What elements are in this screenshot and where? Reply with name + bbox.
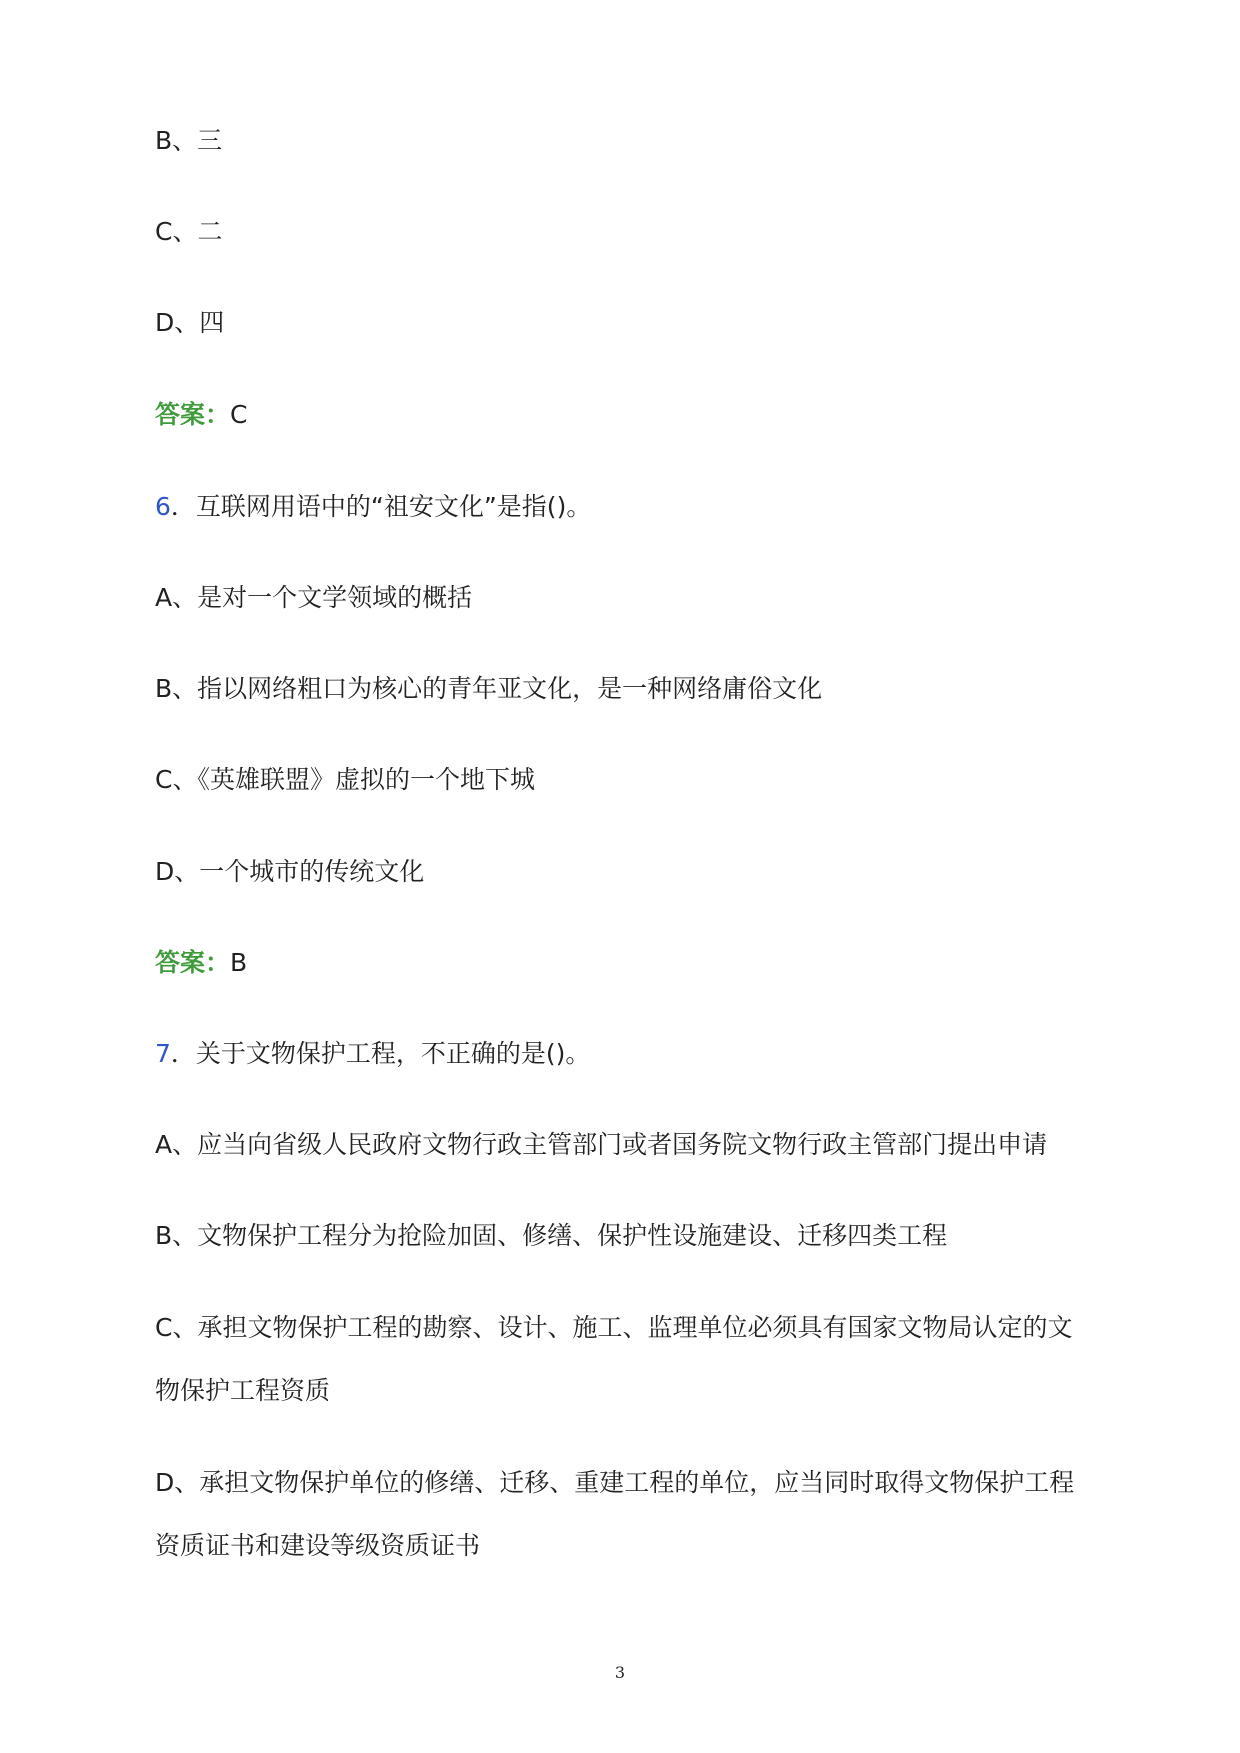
answer-label: 答案： [155, 400, 231, 429]
q7-option-a: A、应当向省级人民政府文物行政主管部门或者国务院文物行政主管部门提出申请 [155, 1130, 1048, 1159]
answer-value: B [230, 948, 248, 977]
answer-label: 答案： [155, 948, 231, 977]
q6-option-c: C、《英雄联盟》虚拟的一个地下城 [155, 765, 535, 794]
q7-option-c-line2: 物保护工程资质 [155, 1376, 331, 1405]
q5-option-d: D、四 [155, 308, 225, 337]
q6-option-b: B、指以网络粗口为核心的青年亚文化，是一种网络庸俗文化 [155, 674, 823, 703]
q5-option-c: C、二 [155, 217, 223, 246]
question-number: 7 [155, 1039, 171, 1068]
q7-stem [155, 1037, 1095, 1071]
page-number: 3 [614, 1663, 626, 1682]
q7-option-b: B、文物保护工程分为抢险加固、修缮、保护性设施建设、迁移四类工程 [155, 1221, 948, 1250]
q6-option-a: A、是对一个文学领域的概括 [155, 583, 473, 612]
q7-option-d-line1: D、承担文物保护单位的修缮、迁移、重建工程的单位，应当同时取得文物保护工程 [155, 1468, 1075, 1497]
answer-value: C [230, 400, 248, 429]
q7-option-d-line2: 资质证书和建设等级资质证书 [155, 1531, 481, 1560]
q5-answer [155, 398, 1095, 432]
q6-option-d: D、一个城市的传统文化 [155, 857, 425, 886]
question-text: ．互联网用语中的“祖安文化”是指()。 [170, 492, 592, 521]
question-number: 6 [155, 492, 171, 521]
q6-answer [155, 946, 1095, 980]
q6-stem [155, 490, 1095, 524]
q7-option-c-line1: C、承担文物保护工程的勘察、设计、施工、监理单位必须具有国家文物局认定的文 [155, 1313, 1073, 1342]
question-text: ．关于文物保护工程，不正确的是()。 [170, 1039, 591, 1068]
q5-option-b: B、三 [155, 126, 223, 155]
